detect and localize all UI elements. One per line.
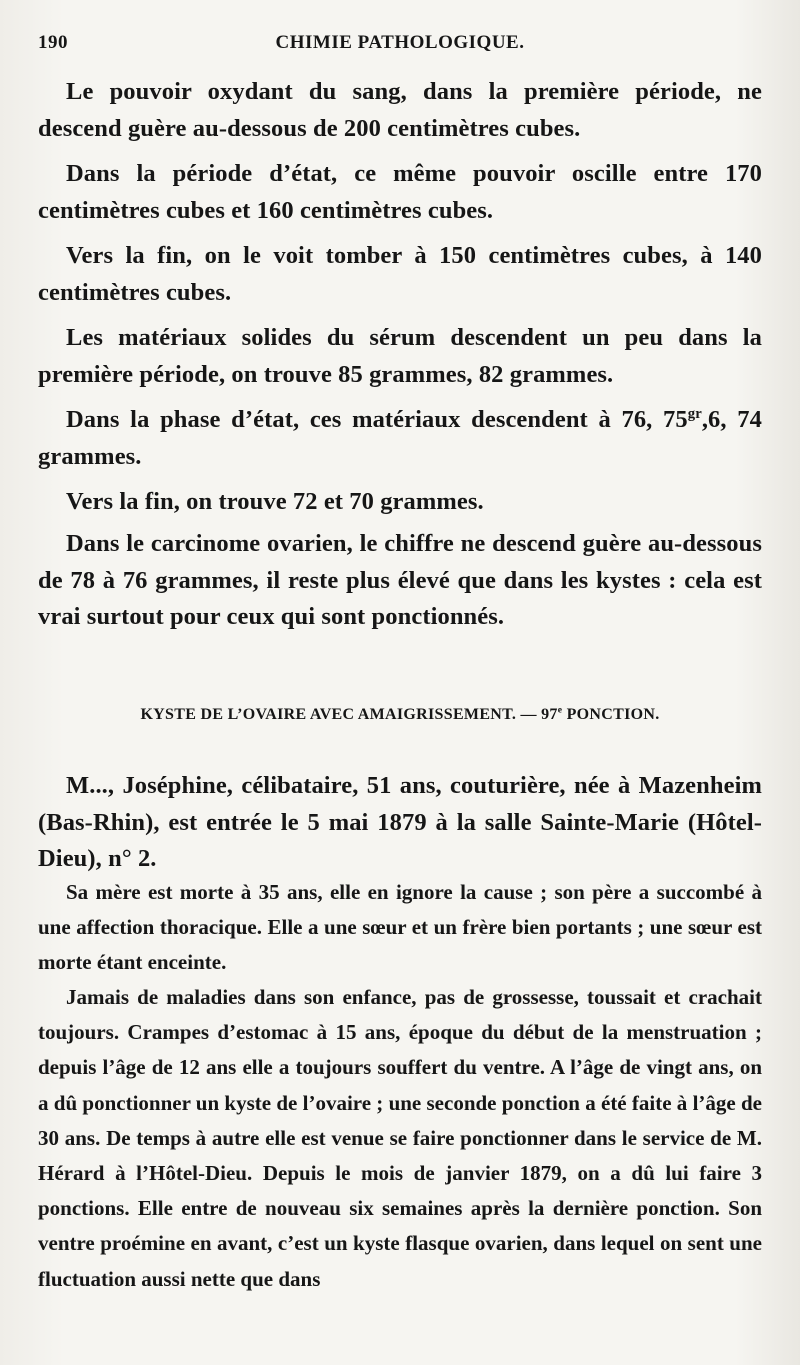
paragraph-solid-materials: Les matériaux solides du sérum descendent un peu dans la première période, on trouve 85 grammes, 82 grammes. [38, 324, 762, 388]
page-number: 190 [38, 32, 68, 53]
grams-abbreviation: gr [687, 405, 702, 422]
paragraph-oxidizing-power: Le pouvoir oxydant du sang, dans la première période, ne descend guère au-dessous de 200 centimètres cubes. [38, 78, 762, 142]
running-title: CHIMIE PATHOLOGIQUE. [275, 32, 525, 53]
paragraph-end-grams: Vers la fin, on trouve 72 et 70 grammes. [66, 488, 484, 515]
section-heading-text-end: PONCTION. [562, 706, 660, 723]
paragraph-patient-intro: M..., Joséphine, célibataire, 51 ans, couturière, née à Mazenheim (Bas-Rhin), est entrée le 5 mai 1879 à la salle Sainte-Marie (Hôtel-Dieu), n° 2. [38, 772, 762, 872]
paragraph-state-phase-text: Dans la phase d’état, ces matériaux descendent à 76, 75 [66, 406, 688, 433]
paragraph-state-phase-text-end: ,6, 74 grammes. [38, 406, 762, 470]
paragraph-state-period: Dans la période d’état, ce même pouvoir oscille entre 170 centimètres cubes et 160 centimètres cubes. [38, 160, 762, 224]
section-heading-text: KYSTE DE L’OVAIRE AVEC AMAIGRISSEMENT. — 97 [140, 706, 558, 723]
ordinal-superscript: e [557, 704, 563, 716]
paragraph-state-phase [38, 402, 762, 475]
paragraph-end-period: Vers la fin, on le voit tomber à 150 centimètres cubes, à 140 centimètres cubes. [38, 242, 762, 306]
running-header [38, 32, 762, 62]
section-heading [38, 706, 762, 724]
paragraph-family-history: Sa mère est morte à 35 ans, elle en ignore la cause ; son père a succombé à une affection thoracique. Elle a une sœur et un frère bien portants ; une sœur est morte étant enceinte. [38, 880, 762, 975]
paragraph-medical-history: Jamais de maladies dans son enfance, pas de grossesse, toussait et crachait toujours. Crampes d’estomac à 15 ans, époque du début de la menstruation ; depuis l’âge de 12 ans elle a toujours souffert du ventre. A l’âge de vingt ans, on a dû ponctionner un kyste de l’ovaire ; une seconde ponction a été faite à l’âge de 30 ans. De temps à autre elle est venue se faire ponctionner dans le service de M. Hérard à l’Hôtel-Dieu. Depuis le mois de janvier 1879, on a dû lui faire 3 ponctions. Elle entre de nouveau six semaines après la dernière ponction. Son ventre proémine en avant, c’est un kyste flasque ovarien, dans lequel on sent une fluctuation aussi nette que dans [38, 985, 762, 1291]
paragraph-ovarian-carcinoma: Dans le carcinome ovarien, le chiffre ne descend guère au-dessous de 78 à 76 grammes, il reste plus élevé que dans les kystes : cela est vrai surtout pour ceux qui sont ponctionnés. [38, 530, 762, 630]
